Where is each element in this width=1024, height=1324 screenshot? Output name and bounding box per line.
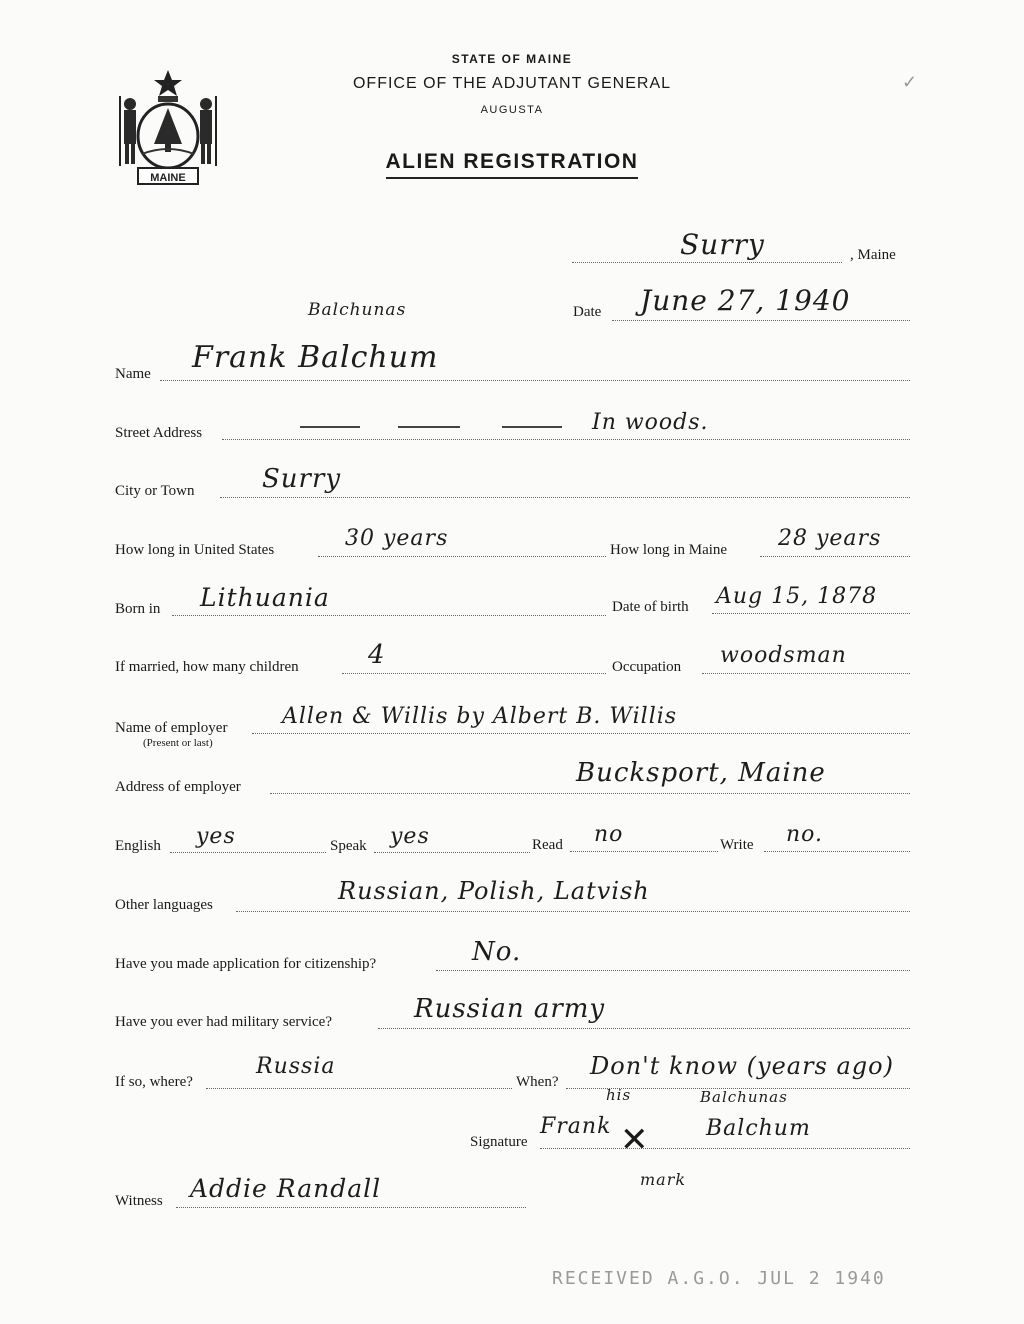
where-line bbox=[206, 1088, 512, 1089]
city-value[interactable]: Surry bbox=[262, 464, 342, 494]
how-long-maine-value[interactable]: 28 years bbox=[778, 526, 882, 551]
witness-label: Witness bbox=[115, 1193, 163, 1209]
seal-banner: MAINE bbox=[150, 172, 186, 184]
street-dash bbox=[398, 426, 460, 428]
write-label: Write bbox=[720, 837, 754, 853]
signature-annotation: Balchunas bbox=[700, 1088, 788, 1106]
english-label: English bbox=[115, 838, 161, 854]
occupation-label: Occupation bbox=[612, 659, 682, 675]
how-long-us-line bbox=[318, 556, 606, 557]
employer-address-label: Address of employer bbox=[115, 779, 241, 795]
city-line bbox=[220, 497, 910, 498]
citizenship-line bbox=[436, 970, 910, 971]
header-office: OFFICE OF THE ADJUTANT GENERAL bbox=[352, 75, 672, 92]
employer-sublabel: (Present or last) bbox=[143, 737, 213, 749]
employer-value[interactable]: Allen & Willis by Albert B. Willis bbox=[282, 704, 678, 729]
where-value[interactable]: Russia bbox=[256, 1054, 336, 1079]
occupation-line bbox=[702, 673, 910, 674]
date-line bbox=[612, 320, 910, 321]
where-label: If so, where? bbox=[115, 1074, 193, 1090]
signature-mark: mark bbox=[640, 1170, 687, 1189]
town-line bbox=[572, 262, 842, 263]
check-mark-icon: ✓ bbox=[902, 72, 918, 92]
signature-x-mark-icon: ✕ bbox=[620, 1120, 649, 1160]
born-in-line bbox=[172, 615, 606, 616]
employer-address-line bbox=[270, 793, 910, 794]
signature-last[interactable]: Balchum bbox=[706, 1116, 811, 1141]
citizenship-label: Have you made application for citizenship? bbox=[115, 956, 377, 972]
children-label: If married, how many children bbox=[115, 659, 299, 675]
employer-label: Name of employer bbox=[115, 720, 228, 736]
other-languages-value[interactable]: Russian, Polish, Latvish bbox=[338, 877, 650, 905]
date-value[interactable]: June 27, 1940 bbox=[640, 284, 851, 317]
date-of-birth-line bbox=[712, 613, 910, 614]
header-city: AUGUSTA bbox=[480, 104, 544, 116]
when-value[interactable]: Don't know (years ago) bbox=[590, 1052, 894, 1080]
street-dash bbox=[300, 426, 360, 428]
born-in-label: Born in bbox=[115, 601, 161, 617]
how-long-maine-line bbox=[760, 556, 910, 557]
received-stamp: RECEIVED A.G.O. JUL 2 1940 bbox=[552, 1268, 886, 1289]
read-line bbox=[570, 851, 718, 852]
english-line bbox=[170, 852, 326, 853]
date-label: Date bbox=[573, 304, 602, 320]
speak-label: Speak bbox=[330, 838, 367, 854]
signature-first[interactable]: Frank bbox=[540, 1114, 612, 1139]
other-languages-label: Other languages bbox=[115, 897, 213, 913]
name-annotation: Balchunas bbox=[308, 300, 407, 320]
read-value[interactable]: no bbox=[594, 822, 624, 847]
how-long-maine-label: How long in Maine bbox=[610, 542, 728, 558]
street-dash bbox=[502, 426, 562, 428]
military-value[interactable]: Russian army bbox=[414, 994, 606, 1024]
maine-label: , Maine bbox=[850, 247, 896, 263]
how-long-us-label: How long in United States bbox=[115, 542, 275, 558]
speak-value[interactable]: yes bbox=[390, 824, 430, 849]
header-state: STATE OF MAINE bbox=[451, 52, 573, 66]
name-line bbox=[160, 380, 910, 381]
witness-line bbox=[176, 1207, 526, 1208]
born-in-value[interactable]: Lithuania bbox=[200, 583, 330, 612]
military-label: Have you ever had military service? bbox=[115, 1014, 332, 1030]
children-value[interactable]: 4 bbox=[368, 640, 386, 670]
military-line bbox=[378, 1028, 910, 1029]
read-label: Read bbox=[532, 837, 563, 853]
write-line bbox=[764, 851, 910, 852]
date-of-birth-label: Date of birth bbox=[612, 599, 689, 615]
name-label: Name bbox=[115, 366, 151, 382]
other-languages-line bbox=[236, 911, 910, 912]
city-label: City or Town bbox=[115, 483, 195, 499]
citizenship-value[interactable]: No. bbox=[472, 937, 522, 967]
how-long-us-value[interactable]: 30 years bbox=[345, 526, 449, 551]
signature-label: Signature bbox=[470, 1134, 528, 1150]
signature-line bbox=[540, 1148, 910, 1149]
english-value[interactable]: yes bbox=[196, 824, 236, 849]
signature-his: his bbox=[606, 1086, 632, 1104]
speak-line bbox=[374, 852, 530, 853]
write-value[interactable]: no. bbox=[786, 822, 824, 847]
children-line bbox=[342, 673, 606, 674]
occupation-value[interactable]: woodsman bbox=[720, 643, 847, 668]
street-value[interactable]: In woods. bbox=[592, 410, 709, 435]
employer-line bbox=[252, 733, 910, 734]
witness-value[interactable]: Addie Randall bbox=[190, 1174, 382, 1203]
town-value[interactable]: Surry bbox=[680, 228, 765, 261]
street-line bbox=[222, 439, 910, 440]
street-label: Street Address bbox=[115, 425, 203, 441]
form-title: ALIEN REGISTRATION bbox=[300, 150, 724, 174]
when-label: When? bbox=[516, 1074, 559, 1090]
maine-seal-emblem bbox=[112, 66, 224, 190]
name-value[interactable]: Frank Balchum bbox=[192, 340, 439, 375]
date-of-birth-value[interactable]: Aug 15, 1878 bbox=[716, 584, 878, 609]
employer-address-value[interactable]: Bucksport, Maine bbox=[576, 758, 826, 788]
